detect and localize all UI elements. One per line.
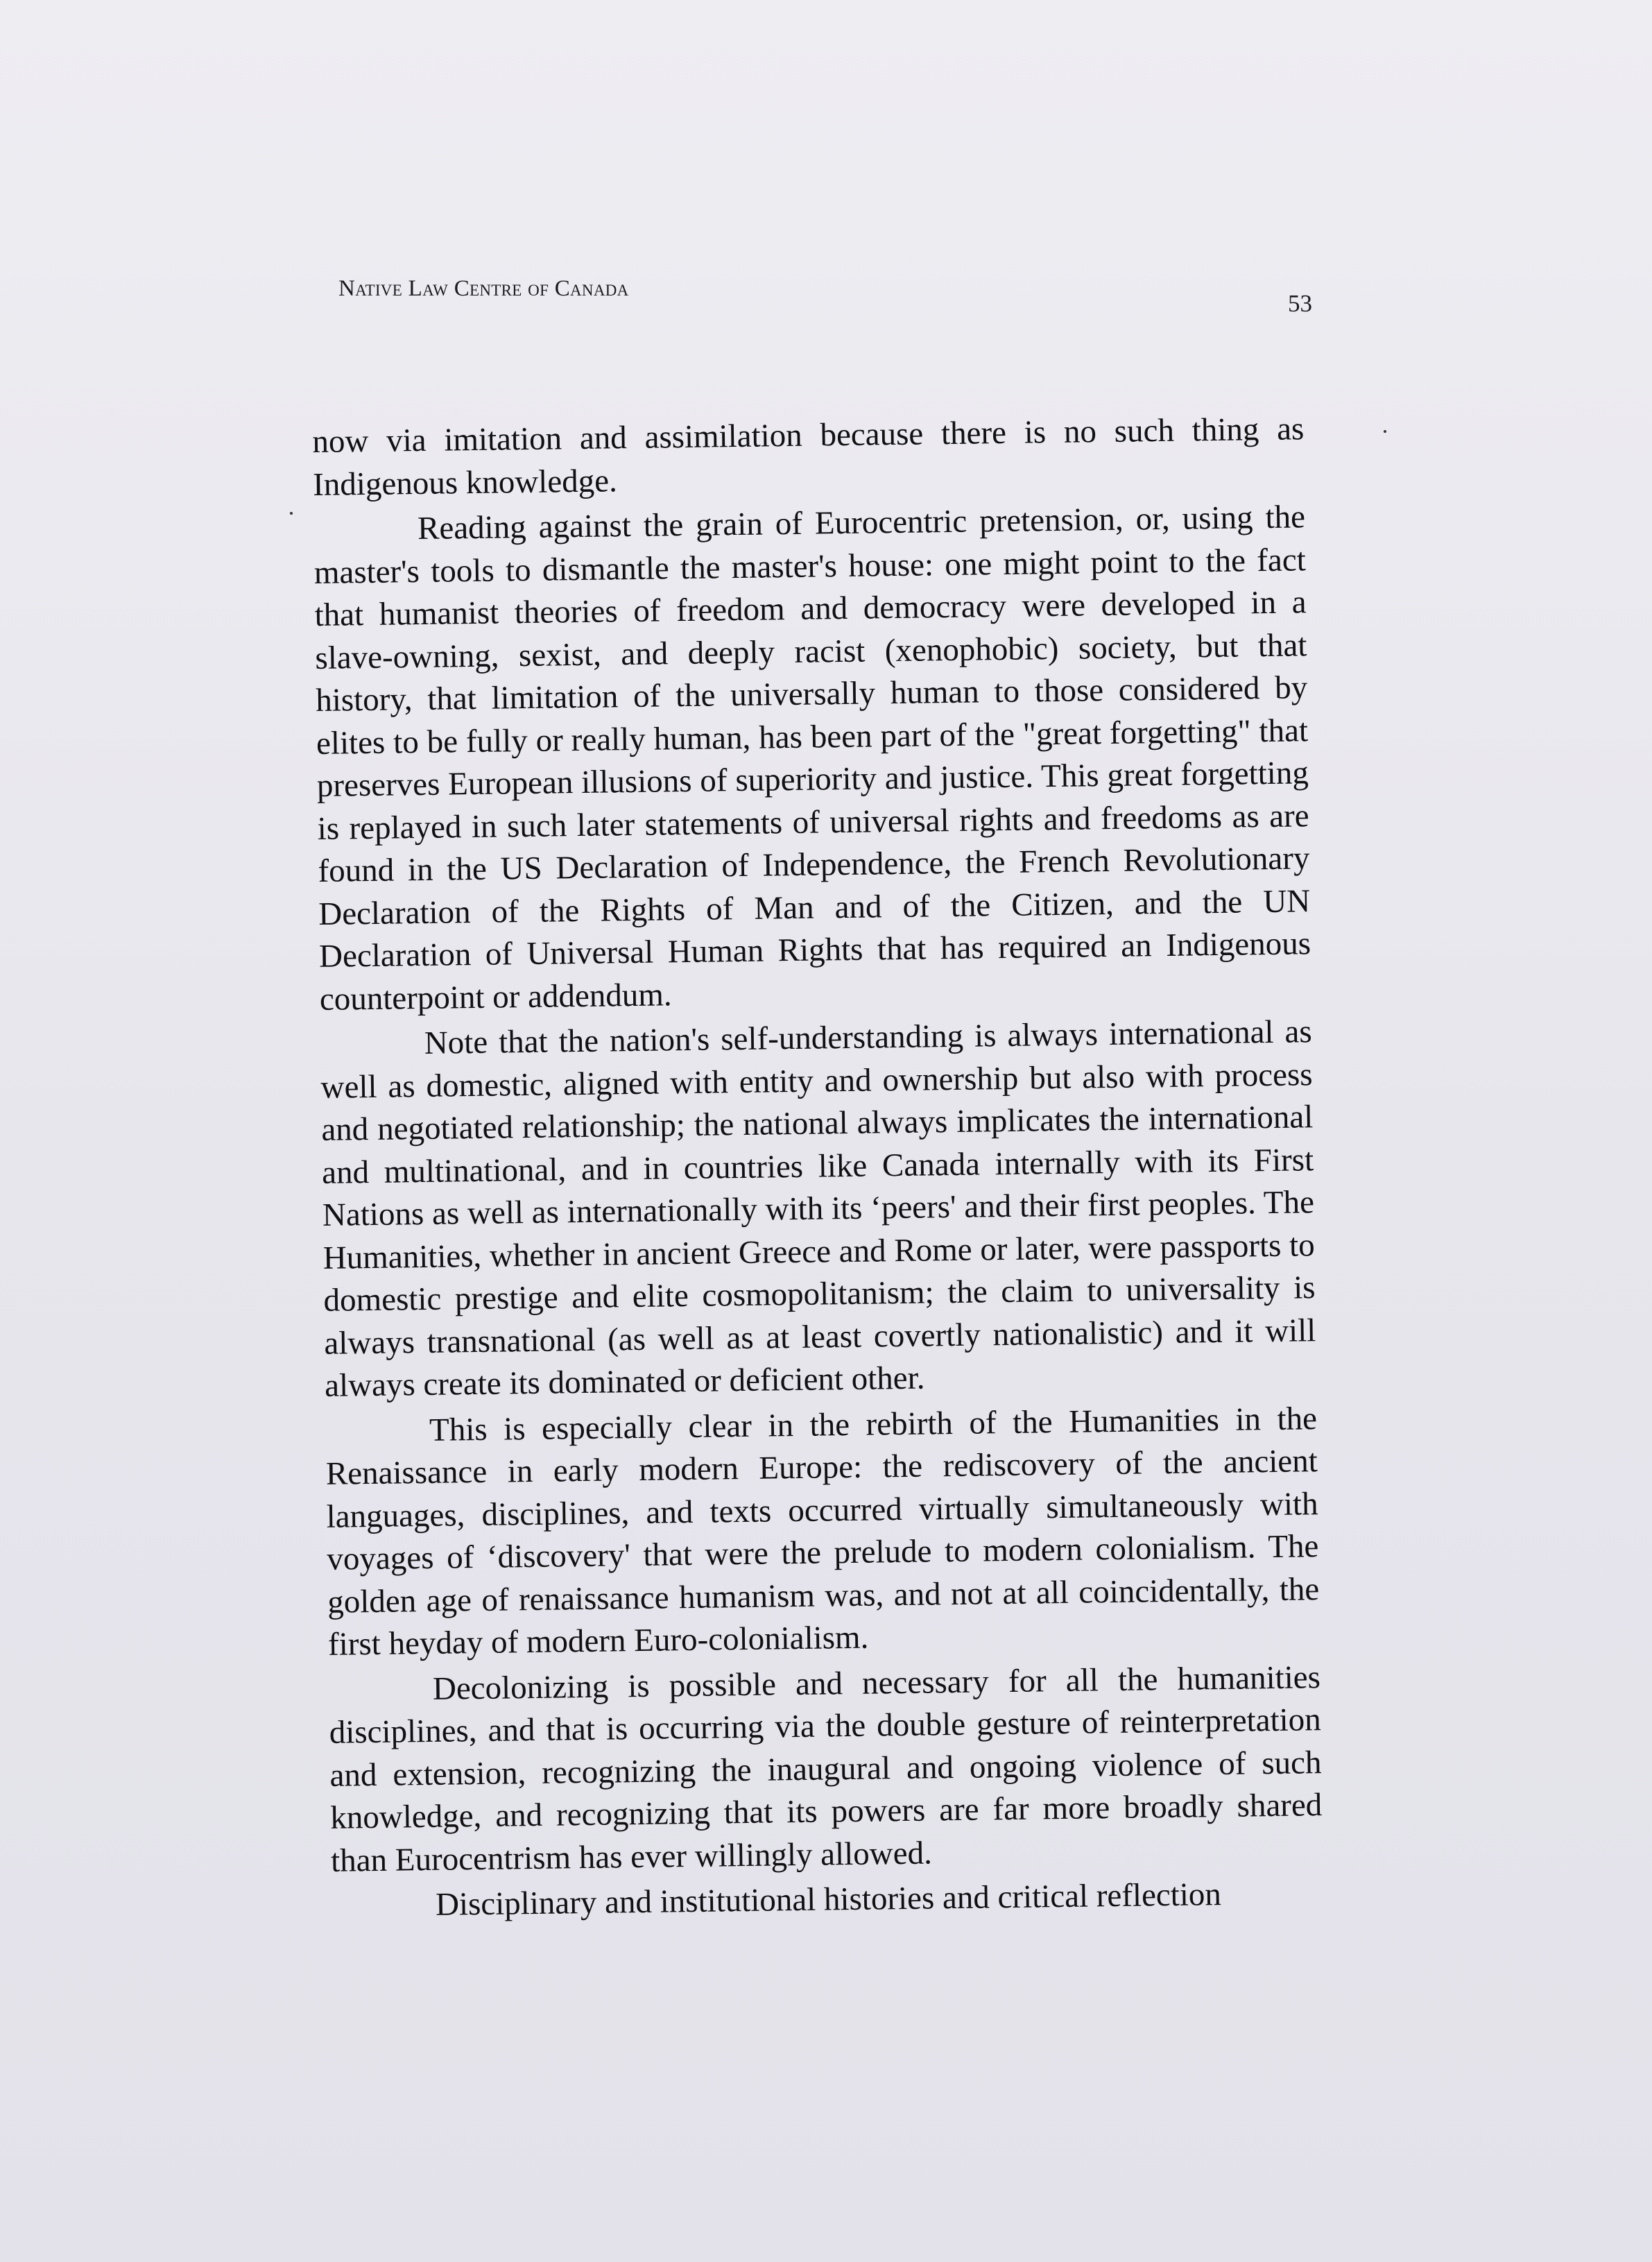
- paragraph: Decolonizing is possible and necessary for all the humanities disciplines, and that is occurring via the double gesture of reinterpretation and extension, recognizing the inaugural and ongoing violence of such knowledge, and recognizing that its powers are far more broadly shared than Eurocentrism has ever willingly allowed.: [329, 1659, 1323, 1879]
- paragraph: now via imitation and assimilation because there is no such thing as Indigenous knowledge.: [312, 411, 1305, 503]
- ink-speck: [290, 512, 293, 515]
- paragraph: Note that the nation's self-understanding is always international as well as domestic, aligned with entity and ownership but also with process and negotiated relationship; the national always implicates the international and multinational, and in countries like Canada internally with its First Nations as well as internationally with its ‘peers' and their first peoples. The Humanities, whether in ancient Greece and Rome or later, were passports to domestic prestige and elite cosmopolitanism; the claim to universality is always transnational (as well as at least covertly nationalistic) and it will always create its dominated or deficient other.: [320, 1013, 1316, 1404]
- paragraph: Reading against the grain of Eurocentric pretension, or, using the master's tools to dismantle the master's house: one might point to the fact that humanist theories of freedom and democracy were developed in a slave-owning, sexist, and deeply racist (xenophobic) society, but that history, that limitation of the universally human to those considered by elites to be fully or really human, has been part of the "great forgetting" that preserves European illusions of superiority and justice. This great forgetting is replayed in such later statements of universal rights and freedoms as are found in the US Declaration of Independence, the French Revolutionary Declaration of the Rights of Man and of the Citizen, and the UN Declaration of Universal Human Rights that has required an Indigenous counterpoint or addendum.: [313, 499, 1311, 1018]
- running-head: Native Law Centre of Canada: [338, 276, 629, 301]
- paragraph: This is especially clear in the rebirth of the Humanities in the Renaissance in early modern Europe: the rediscovery of the ancient languages, disciplines, and texts occurred virtually simultaneously with voyages of ‘discovery' that were the prelude to modern colonialism. The golden age of renaissance humanism was, and not at all coincidentally, the first heyday of modern Euro-colonialism.: [325, 1400, 1320, 1663]
- ink-speck: [1384, 430, 1386, 433]
- body-text: [312, 408, 1323, 1930]
- page-number: 53: [1288, 290, 1312, 317]
- paragraph: Disciplinary and institutional histories and critical reflection: [435, 1876, 1222, 1923]
